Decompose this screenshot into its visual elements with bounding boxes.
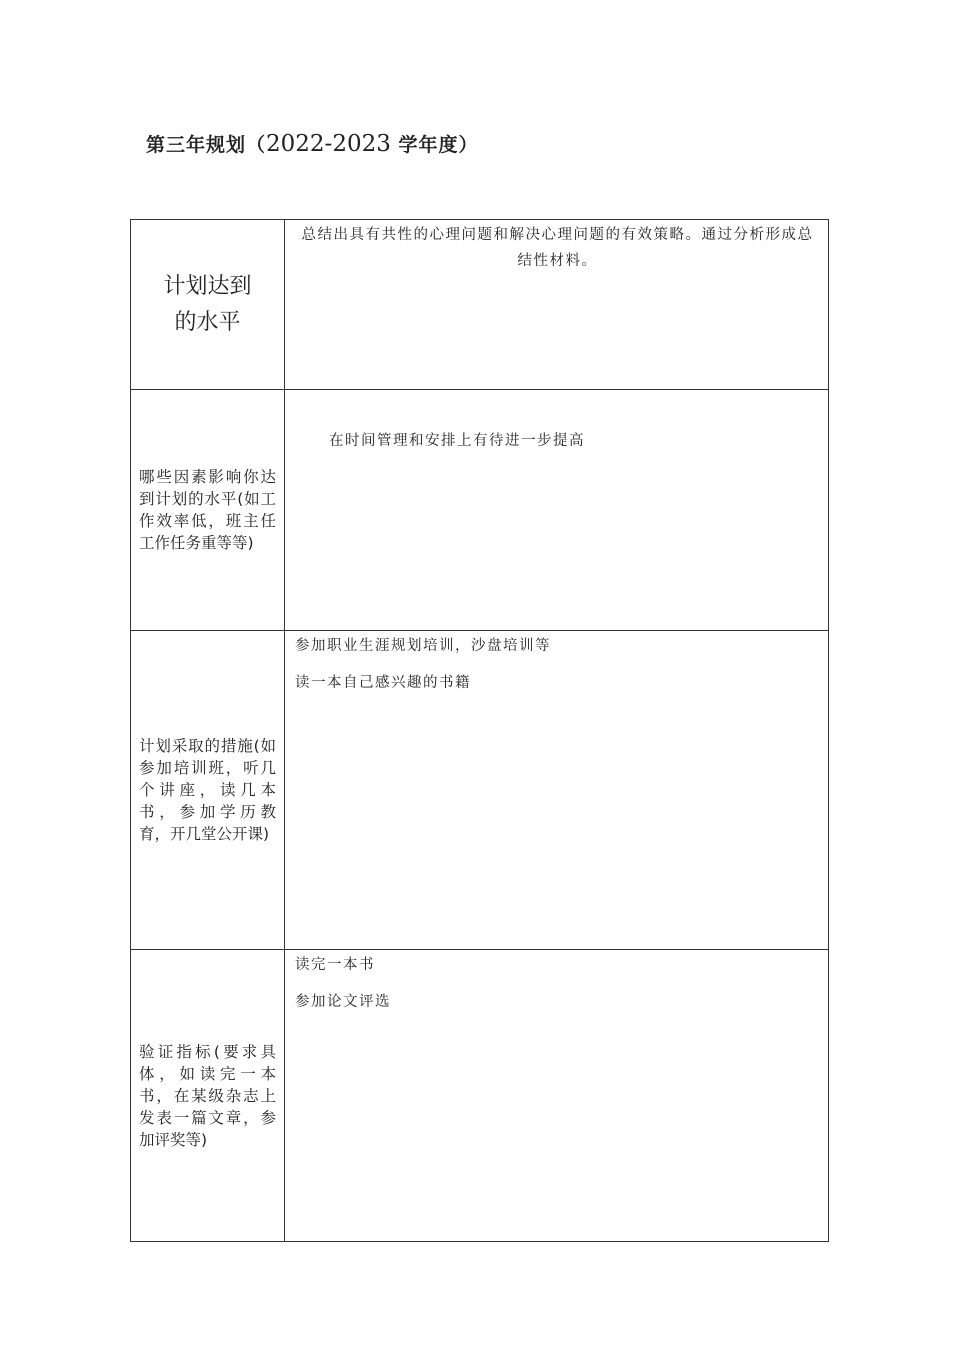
title-prefix: 第三年规划（ — [146, 134, 267, 156]
content-text: 在时间管理和安排上有待进一步提高 — [329, 433, 585, 449]
content-text: 总结出具有共性的心理问题和解决心理问题的有效策略。通过分析形成总结性材料。 — [301, 227, 814, 269]
table-row — [131, 950, 829, 1242]
row-content — [285, 631, 829, 950]
content-text: 参加职业生涯规划培训，沙盘培训等 — [295, 638, 551, 654]
content-text: 读一本自己感兴趣的书籍 — [295, 675, 471, 691]
plan-table — [130, 219, 829, 1242]
row-content — [285, 220, 829, 390]
table-row — [131, 220, 829, 390]
label-text: 验证指标(要求具体，如读完一本书，在某级杂志上发表一篇文章，参加评奖等) — [139, 1042, 276, 1149]
label-line: 计划达到 — [163, 273, 252, 299]
content-text: 参加论文评选 — [295, 994, 391, 1010]
row-content — [285, 390, 829, 631]
title-years: 2022-2023 — [266, 131, 391, 157]
row-label — [131, 220, 285, 390]
content-text: 读完一本书 — [295, 957, 375, 973]
label-line: 的水平 — [174, 309, 241, 335]
row-label — [131, 631, 285, 950]
label-text: 哪些因素影响你达到计划的水平(如工作效率低，班主任工作任务重等等) — [139, 468, 276, 552]
page-title — [146, 130, 478, 157]
row-label — [131, 950, 285, 1242]
table-row — [131, 631, 829, 950]
table-row — [131, 390, 829, 631]
row-content — [285, 950, 829, 1242]
label-text: 计划采取的措施(如参加培训班，听几个讲座，读几本书，参加学历教育，开几堂公开课) — [139, 737, 276, 843]
title-suffix: 学年度） — [390, 134, 479, 156]
row-label — [131, 390, 285, 631]
